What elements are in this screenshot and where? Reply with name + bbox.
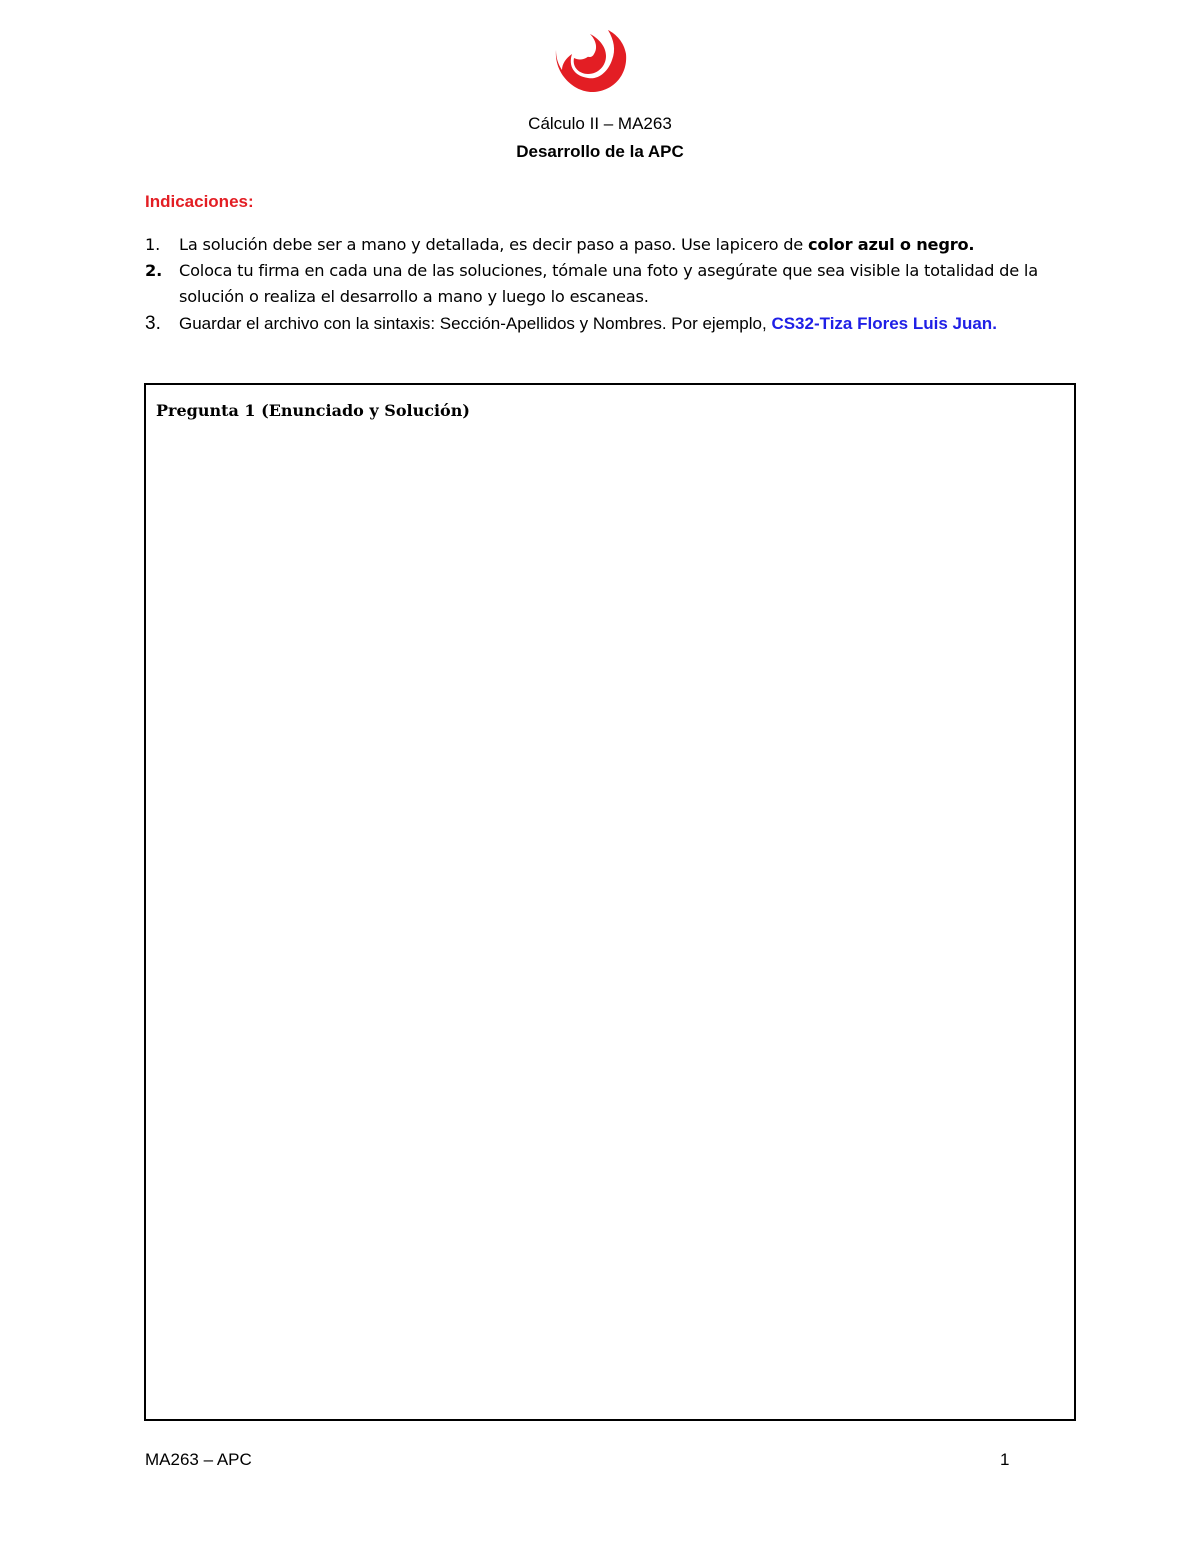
footer-course-code: MA263 – APC (145, 1450, 252, 1469)
instruction-item-3 (145, 312, 1085, 336)
upc-flame-logo-icon (550, 24, 630, 94)
instruction-number: 3. (145, 313, 161, 334)
footer-page-number: 1 (1000, 1450, 1010, 1469)
instruction-text: La solución debe ser a mano y detallada, es decir paso a paso. Use lapicero de (179, 235, 808, 254)
instruction-item-2 (145, 258, 1085, 310)
instructions-list (145, 232, 1085, 336)
instruction-emphasis: color azul o negro. (808, 235, 975, 254)
indications-heading: Indicaciones: (145, 192, 254, 211)
filename-example: CS32-Tiza Flores Luis Juan. (771, 314, 997, 333)
instruction-text: Guardar el archivo con la sintaxis: Sección-Apellidos y Nombres. Por ejemplo, (179, 314, 772, 333)
instruction-number: 2. (145, 261, 163, 280)
instruction-text: Coloca tu firma en cada una de las soluciones, tómale una foto y asegúrate que sea visible la totalidad de la solución o realiza el desarrollo a mano y luego lo escaneas. (179, 261, 1038, 306)
question-title: Pregunta 1 (Enunciado y Solución) (156, 401, 470, 420)
instruction-item-1 (145, 232, 1085, 258)
instruction-number: 1. (145, 235, 161, 254)
answer-box (144, 383, 1076, 1421)
course-title: Cálculo II – MA263 (528, 114, 672, 133)
document-subtitle: Desarrollo de la APC (516, 142, 684, 161)
